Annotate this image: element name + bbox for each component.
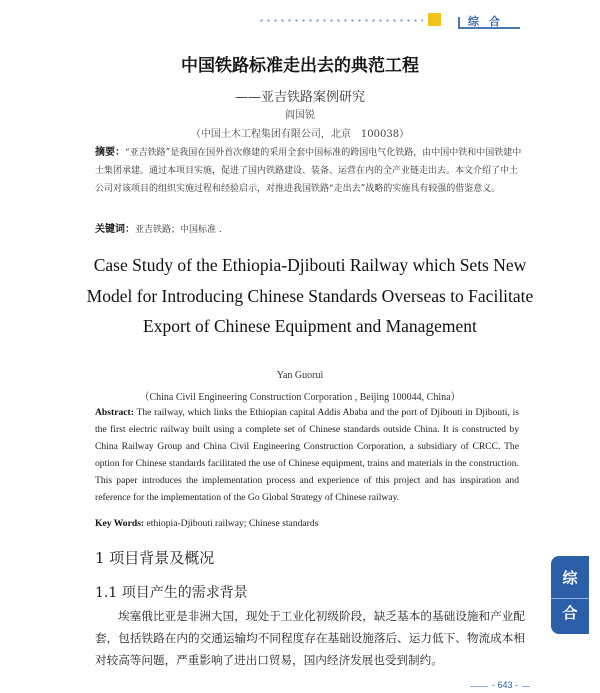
section-heading-1: 1 项目背景及概况 — [95, 549, 215, 567]
abstract-en-label: Abstract: — [95, 407, 134, 418]
author-en: Yan Guorui — [276, 370, 324, 381]
keywords-cn — [95, 220, 222, 235]
page-number: - 643 - — [488, 680, 522, 690]
abstract-cn-text: “亚吉铁路”是我国在国外首次修建的采用全套中国标准的跨国电气化铁路，由中国中铁和中国铁建中土集团承建。通过本项目实施，促进了国内铁路建设、装备、运营在内的全产业链走出去。本文介绍了中土公司对该项目的组织实施过程和经验启示，对推进我国铁路“走出去”战略的实施具有较强的借鉴意义。 — [95, 148, 522, 194]
header-yellow-square — [428, 13, 441, 26]
section-heading-1-1: 1.1 项目产生的需求背景 — [95, 585, 248, 601]
side-section-tab — [551, 556, 589, 634]
subtitle-cn: ——亚吉铁路案例研究 — [234, 90, 365, 105]
keywords-en-label: Key Words: — [95, 518, 145, 529]
keywords-cn-text: 亚吉铁路；中国标准 . — [135, 225, 222, 235]
side-tab-divider — [551, 598, 589, 599]
keywords-en — [95, 518, 318, 529]
header-dotted-line — [258, 19, 423, 22]
abstract-en — [95, 404, 519, 506]
author-cn: 阎国锐 — [285, 110, 315, 121]
title-en: Case Study of the Ethiopia-Djibouti Railway which Sets New Model for Introducing Chinese Standards Overseas to Facilitate Export of Chinese Equipment and Management — [86, 255, 534, 336]
page-number-value: 643 — [497, 680, 513, 690]
abstract-cn — [95, 144, 525, 198]
body-paragraph: 埃塞俄比亚是非洲大国，现处于工业化初级阶段，缺乏基本的基础设施和产业配套，包括铁路在内的交通运输均不同程度存在基础设施落后、运力低下、物流成本相对较高等问题，严重影响了进出口贸易，国内经济发展也受到制约。 — [95, 609, 525, 667]
affiliation-cn: （中国土木工程集团有限公司，北京 100038） — [190, 129, 410, 140]
affiliation-en: （China Civil Engineering Construction Corporation , Beijing 100044, China） — [139, 392, 461, 403]
side-tab-char-1: 综 — [562, 569, 578, 587]
keywords-en-text: ethiopia-Djibouti railway; Chinese standards — [146, 518, 319, 529]
side-tab-char-2: 合 — [562, 604, 578, 622]
title-cn: 中国铁路标准走出去的典范工程 — [181, 56, 419, 76]
header-section-label: 综合 — [468, 15, 510, 28]
abstract-en-text: The railway, which links the Ethiopian capital Addis Ababa and the port of Djibouti in Djibouti, is the first electric railway built using a complete set of Chinese standards outside China. It is constructed by China Railway Group and China Civil Engineering Construction Corporation, a subsidiary of CRCC. The option for Chinese standards facilitated the use of Chinese equipment, trains and materials in the construction. This paper introduces the implementation process and experience of this project and has inspiration and reference for the implementation of the Go Global Strategy of Chinese railway. — [95, 407, 519, 503]
keywords-cn-label: 关键词： — [95, 224, 135, 235]
abstract-cn-label: 摘要： — [95, 147, 125, 158]
